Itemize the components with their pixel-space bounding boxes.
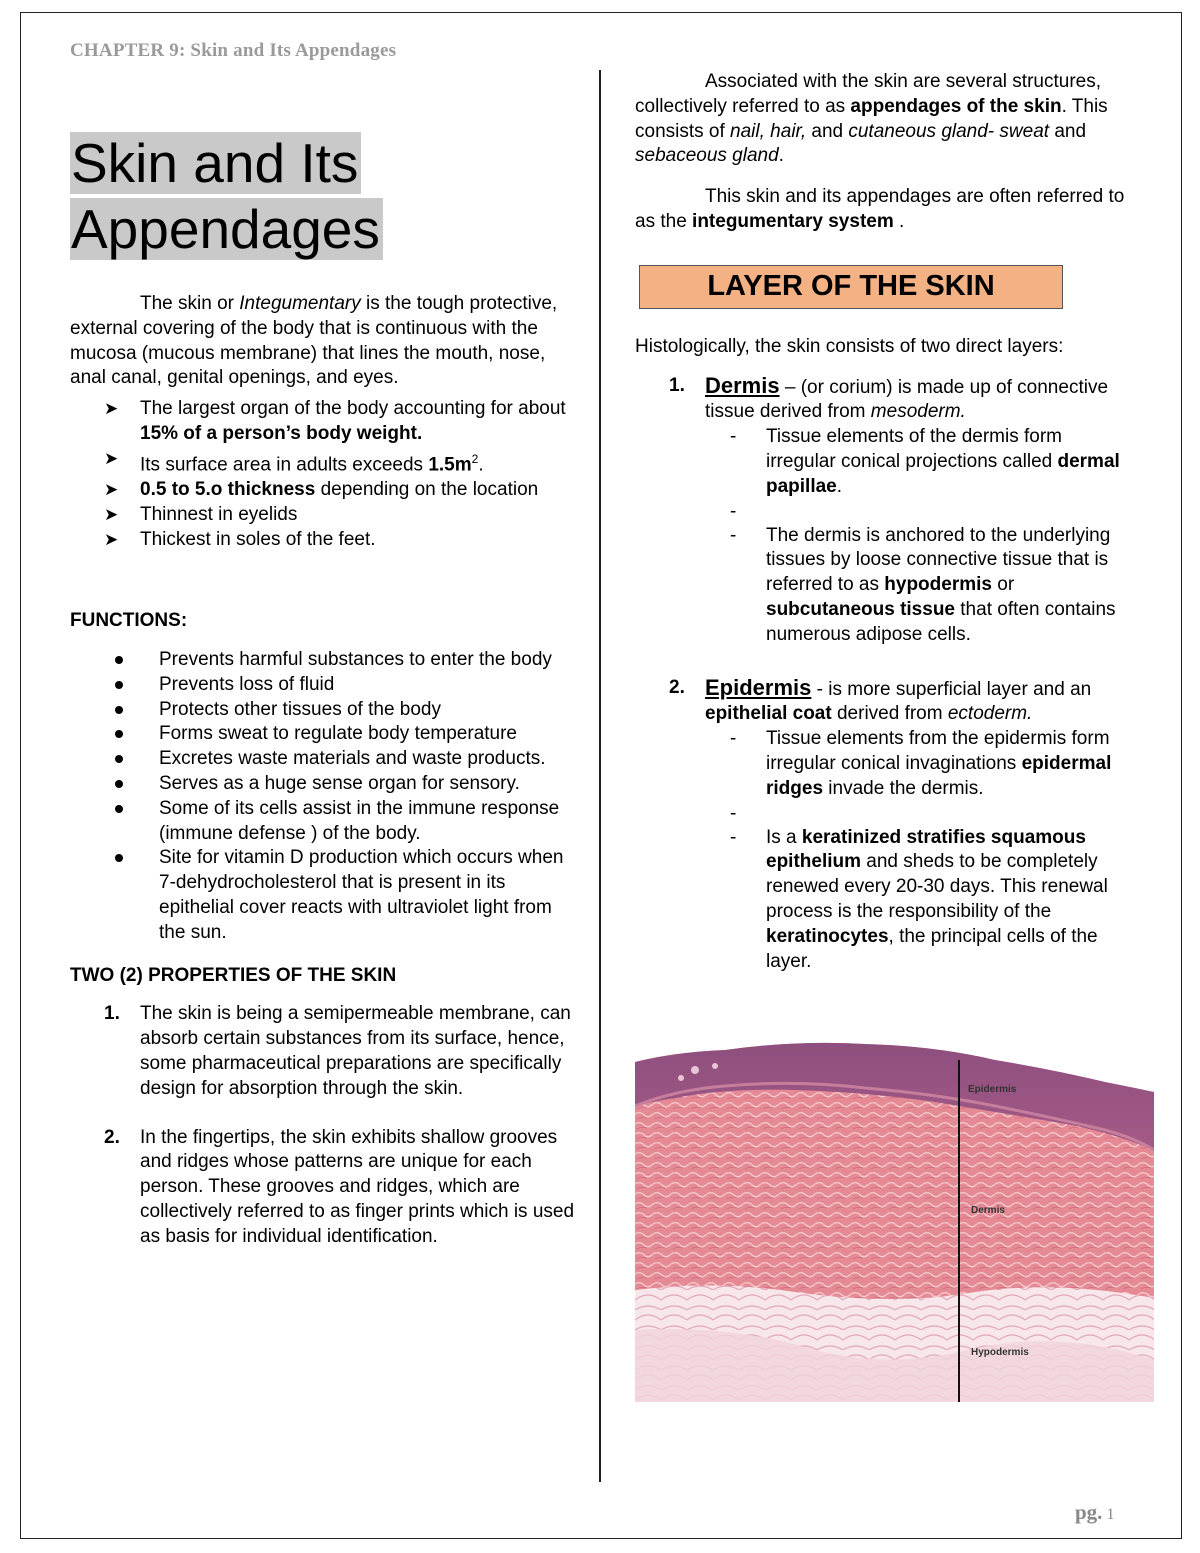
column-divider: [599, 70, 601, 1482]
list-item: ➤ Thinnest in eyelids: [140, 503, 575, 528]
integumentary-paragraph: This skin and its appendages are often referred to as the integumentary system .: [635, 186, 1125, 232]
skin-histology-image: [635, 1030, 1154, 1402]
left-column: [70, 130, 575, 1274]
histology-intro: Histologically, the skin consists of two direct layers:: [635, 335, 1064, 357]
list-item: - Tissue elements of the dermis form irregular conical projections called dermal papillae.: [766, 425, 1135, 499]
list-item: Site for vitamin D production which occurs when 7-dehydrocholesterol that is present in its epithelial cover reacts with ultraviolet light from the sun.: [159, 846, 575, 945]
list-item: 2. In the fingertips, the skin exhibits shallow grooves and ridges whose patterns are unique for each person. These grooves and ridges, which are collectively referred to as finger prints which is used as basis for individual identification.: [104, 1126, 575, 1247]
list-item: Forms sweat to regulate body temperature: [159, 722, 575, 747]
list-item: - Tissue elements from the epidermis form irregular conical invaginations epidermal ridges invade the dermis.: [766, 727, 1135, 801]
list-item: Serves as a huge sense organ for sensory.: [159, 772, 575, 797]
right-column: [635, 70, 1135, 974]
list-item: Some of its cells assist in the immune response (immune defense ) of the body.: [159, 797, 575, 847]
intro-paragraph: The skin or Integumentary is the tough protective, external covering of the body that is continuous with the mucosa (mucous membrane) that lines the mouth, nose, anal canal, genital openings, and eyes.: [70, 293, 558, 389]
layers-list: [635, 374, 1135, 975]
spacer: [766, 802, 1135, 826]
list-item-epidermis: 2. Epidermis - is more superficial layer and an epithelial coat derived from ectoderm. - Tissue elements from the epidermis form irregular conical invaginations epidermal ridges invade the dermis. - - Is a keratinized stratifies squamous epithelium and sheds to be completely renewed every 20-30 days. This renewal process is the responsibility of the keratinocytes, the principal cells of the layer.: [705, 676, 1135, 975]
list-item: Protects other tissues of the body: [159, 698, 575, 723]
properties-list: [70, 1002, 575, 1249]
spacer: [766, 500, 1135, 524]
running-head: CHAPTER 9: Skin and Its Appendages: [70, 40, 397, 61]
appendages-paragraph: Associated with the skin are several structures, collectively referred to as appendages of the skin. This consists of nail, hair, and cutaneous gland- sweat and sebaceous gland.: [635, 71, 1108, 167]
figure-label-hypodermis: Hypodermis: [971, 1347, 1029, 1358]
list-item: - Is a keratinized stratifies squamous epithelium and sheds to be completely renewed every 20-30 days. This renewal process is the responsibility of the keratinocytes, the principal cells of the layer.: [766, 826, 1135, 975]
list-item: ➤ Thickest in soles of the feet.: [140, 528, 575, 553]
list-item: ➤ Its surface area in adults exceeds $1.5m^2$.: [140, 447, 575, 478]
page-title: Skin and Its Appendages: [70, 130, 575, 262]
list-item: ➤ 0.5 to 5.o thickness depending on the location: [140, 478, 575, 503]
figure-label-epidermis: Epidermis: [968, 1084, 1017, 1095]
list-item-dermis: 1. Dermis – (or corium) is made up of connective tissue derived from mesoderm. - Tissue elements of the dermis form irregular conical projections called dermal papillae. - - The dermis is anchored to the underlying tissues by loose connective tissue that is referred to as hypodermis or subcutaneous tissue that often contains numerous adipose cells.: [705, 374, 1135, 648]
list-item: Excretes waste materials and waste products.: [159, 747, 575, 772]
list-item: 1. The skin is being a semipermeable membrane, can absorb certain substances from its surface, hence, some pharmaceutical preparations are specifically design for absorption through the skin.: [104, 1003, 571, 1099]
dermis-details: [705, 425, 1135, 647]
layer-heading-box: LAYER OF THE SKIN: [639, 265, 1063, 309]
list-item: - The dermis is anchored to the underlying tissues by loose connective tissue that is referred to as hypodermis or subcutaneous tissue that often contains numerous adipose cells.: [766, 524, 1135, 648]
page-number: pg. 1: [1075, 1500, 1115, 1524]
figure-label-dermis: Dermis: [971, 1205, 1005, 1216]
list-item: Prevents loss of fluid: [159, 673, 575, 698]
functions-list: [70, 648, 575, 946]
list-item: Prevents harmful substances to enter the body: [159, 648, 575, 673]
functions-heading: FUNCTIONS:: [70, 610, 188, 632]
list-item: ➤ The largest organ of the body accounting for about 15% of a person’s body weight.: [140, 397, 575, 447]
facts-list: [70, 397, 575, 552]
properties-heading: TWO (2) PROPERTIES OF THE SKIN: [70, 964, 397, 986]
epidermis-details: [705, 727, 1135, 974]
